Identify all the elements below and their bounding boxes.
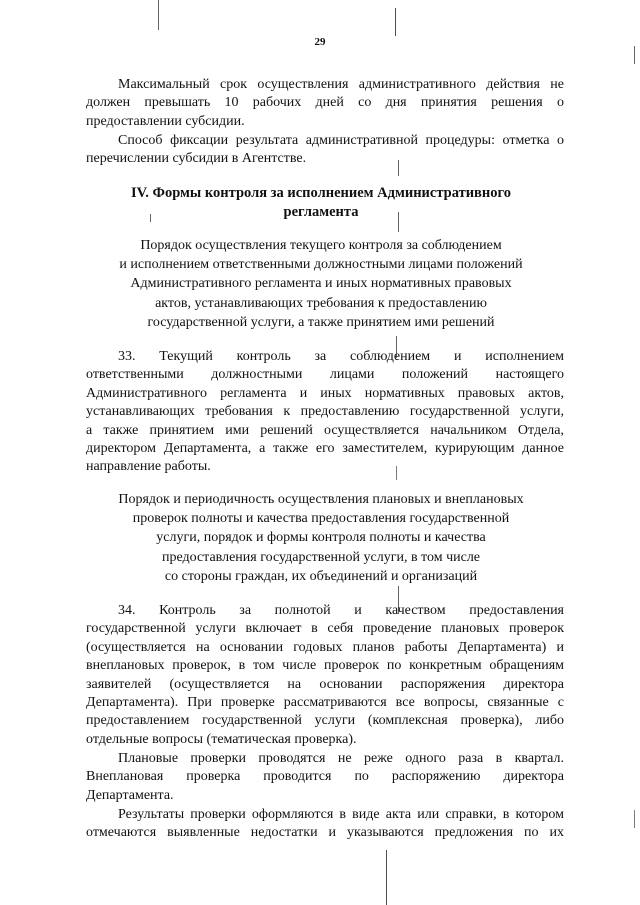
text-line: Результаты проверки оформляются в виде акта или справки, в котором [118, 807, 564, 822]
subheading-line: актов, устанавливающих требования к предоставлению [155, 295, 487, 311]
subheading-line: со стороны граждан, их объединений и организаций [164, 568, 478, 584]
text-line: устанавливающих требования к предоставлению государственной услуги, [86, 404, 564, 420]
paragraph-planned-frequency [86, 750, 564, 805]
text-line: Способ фиксации результата административной процедуры: отметка о [118, 133, 564, 148]
subheading-line: Порядок и периодичность осуществления плановых и внеплановых [118, 492, 524, 507]
text-line: внеплановых проверок, в том числе проверок по конкретным обращениям [86, 658, 564, 674]
text-line: заявителей (осуществляется на основании распоряжения директора [86, 676, 564, 692]
paragraph-33 [86, 348, 564, 477]
text-line: Максимальный срок осуществления административного действия не [118, 77, 564, 92]
subheading-planned-checks [90, 490, 552, 586]
heading-line: регламента [283, 204, 359, 220]
text-line: Административного регламента и иных нормативных правовых актов, [86, 385, 564, 401]
paragraph-34 [86, 602, 564, 749]
text-line: отдельные вопросы (тематическая проверка). [86, 731, 357, 747]
text-line: перечислении субсидии в Агентстве. [86, 151, 307, 167]
scan-mark [395, 8, 396, 36]
text-line: 33. Текущий контроль за соблюдением и исполнением [118, 349, 564, 364]
text-line: отмечаются выявленные недостатки и указываются предложения по их [86, 825, 564, 841]
text-line: предоставлением государственной услуги (комплексная проверка), либо [86, 713, 564, 729]
subheading-line: предоставления государственной услуги, в том числе [161, 549, 481, 565]
scan-mark [386, 850, 387, 905]
subheading-line: услуги, порядок и формы контроля полноты и качества [156, 530, 486, 546]
subheading-line: Порядок осуществления текущего контроля за соблюдением [140, 238, 502, 253]
subheading-line: Административного регламента и иных нормативных правовых [130, 276, 512, 292]
text-line: 34. Контроль за полнотой и качеством предоставления [118, 603, 564, 618]
subheading-line: проверок полноты и качества предоставления государственной [132, 511, 510, 527]
heading-line: IV. Формы контроля за исполнением Административного [131, 185, 511, 201]
text-line: предоставлении субсидии. [86, 113, 245, 129]
text-line: (осуществляется на основании годовых планов работы Департамента) и [86, 639, 564, 655]
text-line: направление работы. [86, 459, 211, 475]
scan-mark [634, 46, 635, 64]
text-line: должен превышать 10 рабочих дней со дня принятия решения о [86, 95, 564, 111]
page-number: 29 [314, 36, 326, 48]
subheading-current-control [90, 236, 552, 332]
text-line: ответственными должностными лицами положений настоящего [86, 367, 564, 383]
text-line: Департамента). При проверке рассматриваются все вопросы, связанные с [86, 695, 564, 711]
scan-mark [634, 810, 635, 828]
text-line: директором Департамента, а также его заместителем, курирующим данное [86, 441, 564, 457]
paragraph-check-results [86, 806, 564, 843]
text-line: а также принятием ими решений осуществляется начальником Отдела, [86, 422, 564, 438]
scan-mark [158, 0, 159, 30]
paragraph-fixation-method [86, 132, 564, 169]
subheading-line: государственной услуги, а также принятием ими решений [147, 314, 495, 330]
text-line: Плановые проверки проводятся не реже одного раза в квартал. [118, 751, 564, 766]
text-line: Департамента. [86, 787, 174, 803]
section-heading [90, 184, 552, 222]
text-line: Внеплановая проверка проводится по распоряжению директора [86, 769, 564, 785]
paragraph-max-term [86, 76, 564, 131]
subheading-line: и исполнением ответственными должностными лицами положений [119, 257, 523, 273]
text-line: государственной услуги включает в себя проведение плановых проверок [86, 621, 564, 637]
